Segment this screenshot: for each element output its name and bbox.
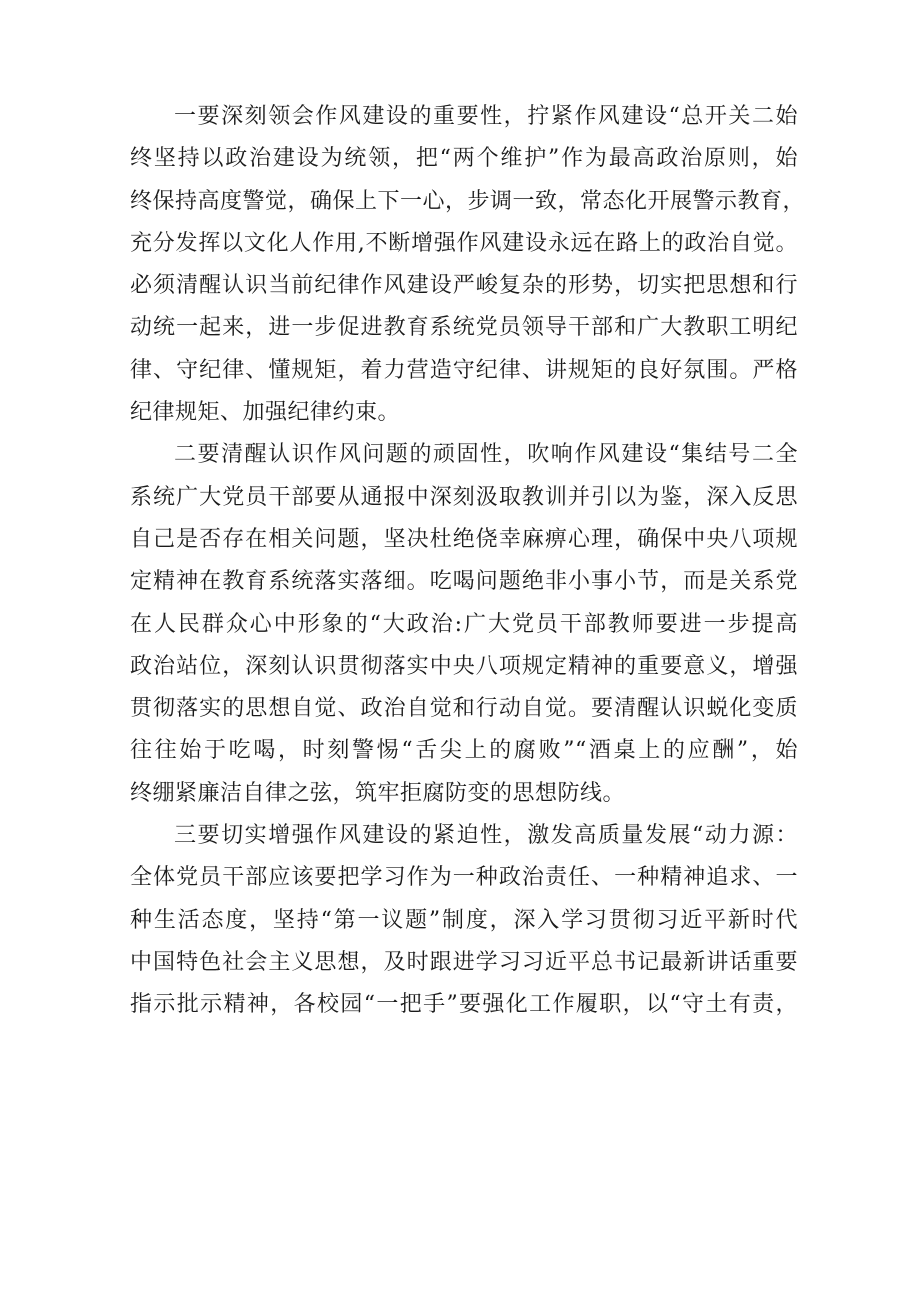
paragraph-line: 二要清醒认识作风问题的顽固性，吹响作风建设“集结号二全 xyxy=(174,442,798,468)
paragraph-line: 一要深刻领会作风建设的重要性，拧紧作风建设“总开关二始 xyxy=(174,104,798,129)
paragraph-line: 充分发挥以文化人作用,不断增强作风建设永远在路上的政治自觉。 xyxy=(130,230,798,256)
paragraph-line: 终保持高度警觉，确保上下一心，步调一致，常态化开展警示教育， xyxy=(130,188,806,214)
paragraph-line: 贯彻落实的思想自觉、政治自觉和行动自觉。要清醒认识蜕化变质 xyxy=(130,696,798,722)
paragraph-line: 政治站位，深刻认识贯彻落实中央八项规定精神的重要意义，增强 xyxy=(130,653,798,679)
paragraph-line: 指示批示精神，各校园“一把手”要强化工作履职，以“守土有责， xyxy=(130,992,798,1018)
paragraph-line: 纪律规矩、加强纪律约束。 xyxy=(130,400,401,426)
paragraph-1 xyxy=(130,96,806,434)
paragraph-line: 系统广大党员干部要从通报中深刻汲取教训并引以为鉴，深入反思 xyxy=(130,484,798,510)
paragraph-line: 三要切实增强作风建设的紧迫性，激发高质量发展“动力源： xyxy=(174,823,798,849)
paragraph-line: 动统一起来，进一步促进教育系统党员领导干部和广大教职工明纪 xyxy=(130,315,798,341)
paragraph-line: 终坚持以政治建设为统领，把“两个维护”作为最高政治原则，始 xyxy=(130,146,798,172)
paragraph-2 xyxy=(130,434,798,815)
paragraph-3 xyxy=(130,815,798,1026)
paragraph-line: 种生活态度，坚持“第一议题”制度，深入学习贯彻习近平新时代 xyxy=(130,907,798,933)
paragraph-line: 全体党员干部应该要把学习作为一种政治责任、一种精神追求、一 xyxy=(130,865,798,891)
paragraph-line: 中国特色社会主义思想，及时跟进学习习近平总书记最新讲话重要 xyxy=(130,949,798,975)
paragraph-line: 必须清醒认识当前纪律作风建设严峻复杂的形势，切实把思想和行 xyxy=(130,273,798,299)
paragraph-line: 在人民群众心中形象的“大政治:广大党员干部教师要进一步提高 xyxy=(130,611,798,637)
paragraph-line: 终绷紧廉洁自律之弦，筑牢拒腐防变的思想防线。 xyxy=(130,780,626,806)
paragraph-line: 往往始于吃喝，时刻警惕“舌尖上的腐败”“酒桌上的应酬”，始 xyxy=(130,738,798,764)
paragraph-line: 自己是否存在相关问题，坚决杜绝侥幸麻痹心理，确保中央八项规 xyxy=(130,526,798,552)
document-body xyxy=(130,96,806,1027)
paragraph-line: 律、守纪律、懂规矩，着力营造守纪律、讲规矩的良好氛围。严格 xyxy=(130,357,798,383)
paragraph-line: 定精神在教育系统落实落细。吃喝问题绝非小事小节，而是关系党 xyxy=(130,569,798,595)
